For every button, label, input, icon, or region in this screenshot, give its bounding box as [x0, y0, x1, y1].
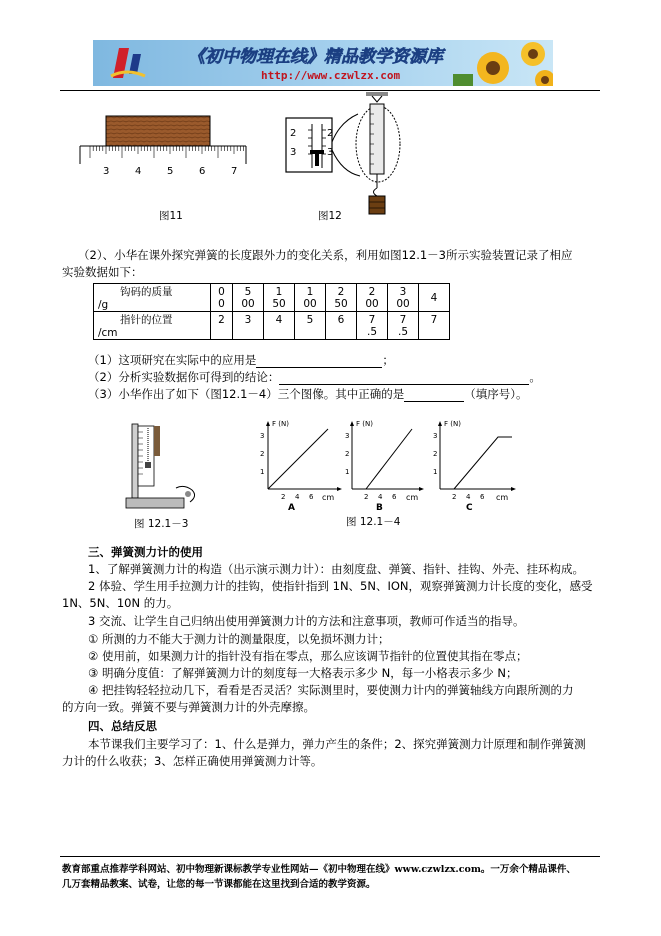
graph-a-ytick: 2 [260, 450, 265, 458]
graph-b-ytick: 3 [345, 432, 350, 440]
data-table [93, 283, 450, 340]
graph-c-line [454, 437, 512, 489]
graph-a-y-label: F (N) [272, 420, 289, 428]
cell-bottom [211, 326, 232, 338]
table-row [94, 284, 450, 312]
sub-question-3-text: （3）小华作出了如下（图12.1－4）三个图像。其中正确的是 [88, 387, 405, 401]
footer-rule [60, 856, 600, 857]
table-cell [211, 312, 233, 340]
cell-bottom: 50 [272, 297, 286, 310]
table-cell [326, 284, 357, 312]
position-label: 指针的位置 [120, 314, 173, 326]
graph-c [433, 420, 516, 512]
cell-bottom [233, 326, 263, 338]
table-cell [295, 312, 326, 340]
cell-top: 5 [306, 313, 314, 326]
graph-b [345, 420, 424, 512]
graph-b-line [366, 429, 412, 489]
table-header-cell [94, 312, 211, 340]
graph-b-ytick: 2 [345, 450, 350, 458]
question-2-line-1: （2）、小华在课外探究弹簧的长度跟外力的变化关系，利用如图12.1－3所示实验装置记录了相应 [78, 248, 573, 262]
graph-c-label: C [466, 503, 473, 512]
graph-a-ytick: 3 [260, 432, 265, 440]
cell-top: 2 [218, 313, 225, 326]
scale-number: 3 [290, 147, 297, 158]
figure-12-caption: 图12 [318, 210, 342, 222]
cell-top: 2 [368, 285, 376, 298]
sub-question-2 [88, 370, 541, 385]
footer-line-2: 几万套精品教案、试卷，让您的每一节课都能在这里找到合适的教学资源。 [62, 879, 376, 890]
graph-c-xtick: 2 [452, 493, 457, 501]
cell-top: 6 [337, 313, 345, 326]
graph-a [260, 420, 342, 512]
footer [62, 862, 602, 892]
section-3-item-4a: ④ 把挂钩轻轻拉动几下，看看是否灵活？实际测里时，要使测力计内的弹簧轴线方向跟所测的力 [88, 683, 574, 697]
table-cell [388, 284, 419, 312]
wooden-block [106, 116, 210, 146]
answer-blank-1[interactable] [256, 355, 382, 368]
footer-line-1: 教育部重点推荐学科网站、初中物理新课标教学专业性网站—《初中物理在线》www.czwlzx.com。一万余个精品课件、 [62, 864, 576, 875]
section-3-p1: 1、了解弹簧测力计的构造（出示演示测力计）：由刻度盘、弹簧、指针、挂钩、外壳、挂环构成。 [88, 562, 585, 576]
cell-top: 7 [368, 313, 376, 326]
table-cell [388, 312, 419, 340]
section-3-p2a: 2 体验、学生用手拉测力计的挂钩，使指针指到 1N、5N、ION，观察弹簧测力计长度的变化，感受 [88, 579, 593, 593]
answer-blank-3[interactable] [404, 389, 464, 402]
graph-c-xtick: 6 [480, 493, 485, 501]
scale-number: 3 [327, 147, 334, 158]
cell-bottom [264, 326, 294, 338]
cell-bottom [326, 326, 356, 338]
table-cell [419, 284, 450, 312]
ruler-tick-label: 5 [167, 166, 174, 177]
graph-c-y-label: F (N) [444, 420, 461, 428]
ruler-tick-label: 6 [199, 166, 206, 177]
cell-bottom: 50 [334, 297, 348, 310]
header-banner [93, 40, 553, 86]
figure-11-ruler [78, 112, 248, 187]
graph-a-line [268, 429, 328, 489]
answer-blank-2[interactable] [279, 372, 529, 385]
ruler-tick-label: 7 [231, 166, 238, 177]
cell-bottom: 00 [396, 297, 410, 310]
cell-top: 5 [244, 285, 252, 298]
graph-a-ytick: 1 [260, 468, 265, 476]
scale-number: 2 [290, 128, 297, 139]
figure-11-caption: 图11 [159, 210, 183, 222]
table-cell [264, 284, 295, 312]
table-cell [211, 284, 233, 312]
graph-c-ytick: 1 [433, 468, 438, 476]
ruler-tick-label: 3 [103, 166, 110, 177]
section-3-p3: 3 交流、让学生自己归纳出使用弹簧测力计的方法和注意事项，教师可作适当的指导。 [88, 614, 525, 628]
table-cell [295, 284, 326, 312]
question-2-line-2: 实验数据如下： [62, 265, 143, 279]
cell-top: 4 [430, 291, 438, 304]
graph-c-xtick: 4 [466, 493, 471, 501]
section-3-heading: 三、弹簧测力计的使用 [88, 545, 203, 559]
cell-top: 3 [399, 285, 407, 298]
graph-a-x-label: cm [322, 493, 335, 502]
graph-c-ytick: 2 [433, 450, 438, 458]
graph-a-xtick: 4 [295, 493, 300, 501]
cell-top: 1 [306, 285, 314, 298]
sub-question-1 [88, 353, 394, 368]
table-cell [326, 312, 357, 340]
cell-bottom: .5 [366, 325, 378, 338]
table-cell [357, 284, 388, 312]
cell-top: 3 [244, 313, 252, 326]
sub-question-3 [88, 387, 528, 402]
graph-c-x-label: cm [496, 493, 509, 502]
graph-b-xtick: 6 [392, 493, 397, 501]
section-3-item-4b: 的方向一致。弹簧不要与弹簧测力计的外壳摩擦。 [62, 700, 315, 714]
section-3-item-2: ② 使用前，如果测力计的指针没有指在零点，那么应该调节指针的位置使其指在零点； [88, 649, 528, 663]
section-3-item-3: ③ 明确分度值：了解弹簧测力计的刻度每一大格表示多少 N，每一小格表示多少 N； [88, 666, 518, 680]
banner-title: 《初中物理在线》精品教学资源库 [188, 47, 443, 67]
table-row [94, 312, 450, 340]
graph-b-ytick: 1 [345, 468, 350, 476]
figure-apparatus [118, 418, 208, 518]
graph-c-ytick: 3 [433, 432, 438, 440]
figure-12-1-4-caption: 图 12.1－4 [346, 516, 401, 528]
graph-a-xtick: 2 [281, 493, 286, 501]
graph-a-label: A [288, 503, 295, 512]
section-4-p1b: 力计的什么收获；3、怎样正确使用弹簧测力计等。 [62, 754, 323, 768]
graph-b-label: B [376, 503, 383, 512]
cell-bottom: .5 [397, 325, 409, 338]
section-4-heading: 四、总结反思 [88, 719, 157, 733]
sub-question-2-end: 。 [529, 370, 541, 384]
cell-bottom [295, 326, 325, 338]
table-cell [419, 312, 450, 340]
mass-label: 钩码的质量 [120, 286, 173, 298]
cell-bottom: 00 [241, 297, 255, 310]
section-3-item-1: ① 所测的力不能大于测力计的测量限度，以免损坏测力计； [88, 632, 390, 646]
sub-question-3-end: （填序号）。 [464, 387, 528, 401]
cell-top: 1 [275, 285, 283, 298]
sub-question-2-text: （2）分析实验数据你可得到的结论： [88, 370, 280, 384]
figure-12-spring-scale [282, 92, 412, 217]
header-rule [60, 90, 600, 91]
cell-bottom: 00 [365, 297, 379, 310]
table-cell [264, 312, 295, 340]
graph-b-xtick: 2 [364, 493, 369, 501]
graph-a-xtick: 6 [309, 493, 314, 501]
cell-top: 2 [337, 285, 345, 298]
figure-12-1-3-caption: 图 12.1－3 [134, 518, 189, 530]
sub-question-1-text: （1）这项研究在实际中的应用是 [88, 353, 257, 367]
mass-unit: /g [98, 299, 109, 311]
table-cell [233, 284, 264, 312]
sub-question-1-end: ； [382, 353, 394, 367]
graph-b-x-label: cm [406, 493, 419, 502]
cell-bottom: 0 [218, 297, 225, 310]
table-header-cell [94, 284, 211, 312]
position-unit: /cm [98, 327, 118, 339]
cell-top: 7 [430, 313, 438, 326]
graph-b-y-label: F (N) [356, 420, 373, 428]
cell-top: 4 [275, 313, 283, 326]
section-4-p1a: 本节课我们主要学习了：1、什么是弹力，弹力产生的条件；2、探究弹簧测力计原理和制作弹簧测 [88, 737, 586, 751]
ruler-tick-label: 4 [135, 166, 142, 177]
banner-url: http://www.czwlzx.com [261, 69, 401, 82]
table-cell [357, 312, 388, 340]
section-3-p2b: 1N、5N、10N 的力。 [62, 596, 179, 610]
figure-graphs [250, 417, 530, 512]
cell-top: 0 [218, 285, 225, 298]
graph-b-xtick: 4 [378, 493, 383, 501]
table-cell [233, 312, 264, 340]
cell-bottom: 00 [303, 297, 317, 310]
cell-bottom [419, 326, 449, 338]
cell-top: 7 [399, 313, 407, 326]
scale-number: 2 [327, 128, 334, 139]
banner-graphic [93, 40, 553, 86]
